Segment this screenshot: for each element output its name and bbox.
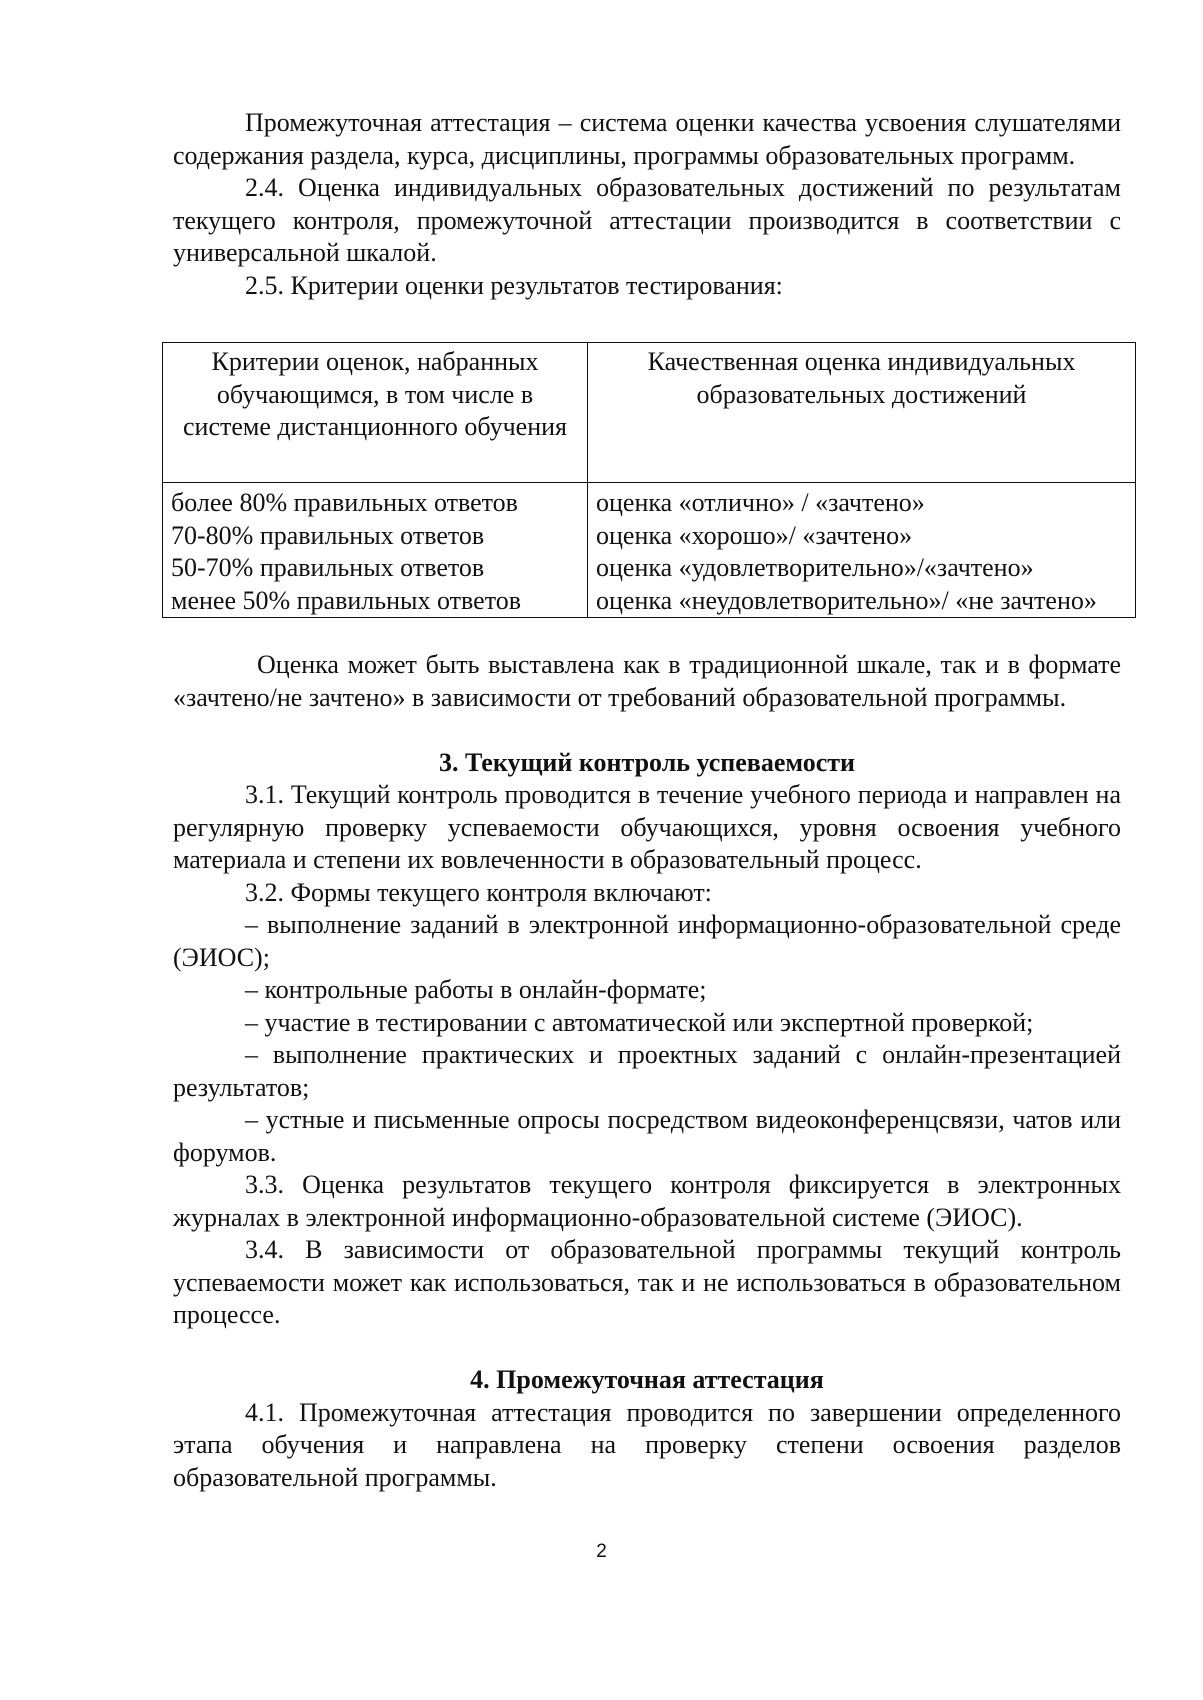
paragraph-after-table: Оценка может быть выставлена как в традиционной шкале, так и в формате «зачтено/не зачтено» в зависимости от требований образовательной программы.	[173, 650, 1121, 712]
paragraph-2-5: 2.5. Критерии оценки результатов тестирования:	[245, 270, 783, 300]
page-number: 2	[596, 1541, 607, 1562]
list-item: – выполнение заданий в электронной информационно-образовательной среде (ЭИОС);	[173, 910, 1121, 972]
grading-criteria-table	[162, 342, 1136, 618]
criterion-item: 50-70% правильных ответов	[171, 553, 485, 582]
criterion-item: более 80% правильных ответов	[171, 488, 518, 517]
sections-3-4-text	[173, 649, 1121, 1494]
grade-item: оценка «неудовлетворительно»/ «не зачтено»	[596, 585, 1097, 615]
list-item: – контрольные работы в онлайн-формате;	[245, 975, 707, 1004]
paragraph-2-4: 2.4. Оценка индивидуальных образовательных достижений по результатам текущего контроля, промежуточной аттестации производится в соответствии с универсальной шкалой.	[173, 173, 1121, 267]
criterion-item: менее 50% правильных ответов	[171, 585, 521, 615]
grade-item: оценка «отлично» / «зачтено»	[596, 488, 925, 517]
criteria-cell	[163, 483, 588, 618]
paragraph-3-1: 3.1. Текущий контроль проводится в течение учебного периода и направлен на регулярную проверку успеваемости обучающихся, уровня освоения учебного материала и степени их вовлеченности в образовательный процесс.	[173, 780, 1121, 874]
list-item: – устные и письменные опросы посредством видеоконференцсвязи, чатов или форумов.	[173, 1105, 1121, 1167]
criterion-item: 70-80% правильных ответов	[171, 520, 485, 550]
table-header-criteria: Критерии оценок, набранных обучающимся, в том числе в системе дистанционного обучения	[163, 343, 588, 483]
paragraph-3-2: 3.2. Формы текущего контроля включают:	[245, 877, 712, 907]
grade-item: оценка «удовлетворительно»/«зачтено»	[596, 553, 1034, 582]
grade-item: оценка «хорошо»/ «зачтено»	[596, 520, 913, 550]
list-item: – выполнение практических и проектных заданий с онлайн-презентацией результатов;	[173, 1040, 1121, 1102]
table-header-grade: Качественная оценка индивидуальных образовательных достижений	[588, 343, 1136, 483]
grade-cell	[588, 483, 1136, 618]
section-4-heading: 4. Промежуточная аттестация	[470, 1365, 824, 1394]
blank-line	[173, 714, 1121, 747]
table-header-row	[163, 343, 1136, 483]
blank-line	[173, 1332, 1121, 1365]
paragraph-3-4: 3.4. В зависимости от образовательной программы текущий контроль успеваемости может как использоваться, так и не использоваться в образовательном процессе.	[173, 1235, 1121, 1329]
table-row	[163, 483, 1136, 618]
list-item: – участие в тестировании с автоматической или экспертной проверкой;	[245, 1007, 1034, 1037]
paragraph-4-1: 4.1. Промежуточная аттестация проводится по завершении определенного этапа обучения и направлена на проверку степени освоения разделов образовательной программы.	[173, 1397, 1121, 1492]
paragraph-3-3: 3.3. Оценка результатов текущего контроля фиксируется в электронных журналах в электронной информационно-образовательной системе (ЭИОС).	[173, 1170, 1121, 1232]
paragraph-intermediate-definition: Промежуточная аттестация – система оценки качества усвоения слушателями содержания раздела, курса, дисциплины, программы образовательных программ.	[173, 108, 1121, 170]
section-2-text	[173, 107, 1121, 302]
section-3-heading: 3. Текущий контроль успеваемости	[438, 747, 856, 777]
